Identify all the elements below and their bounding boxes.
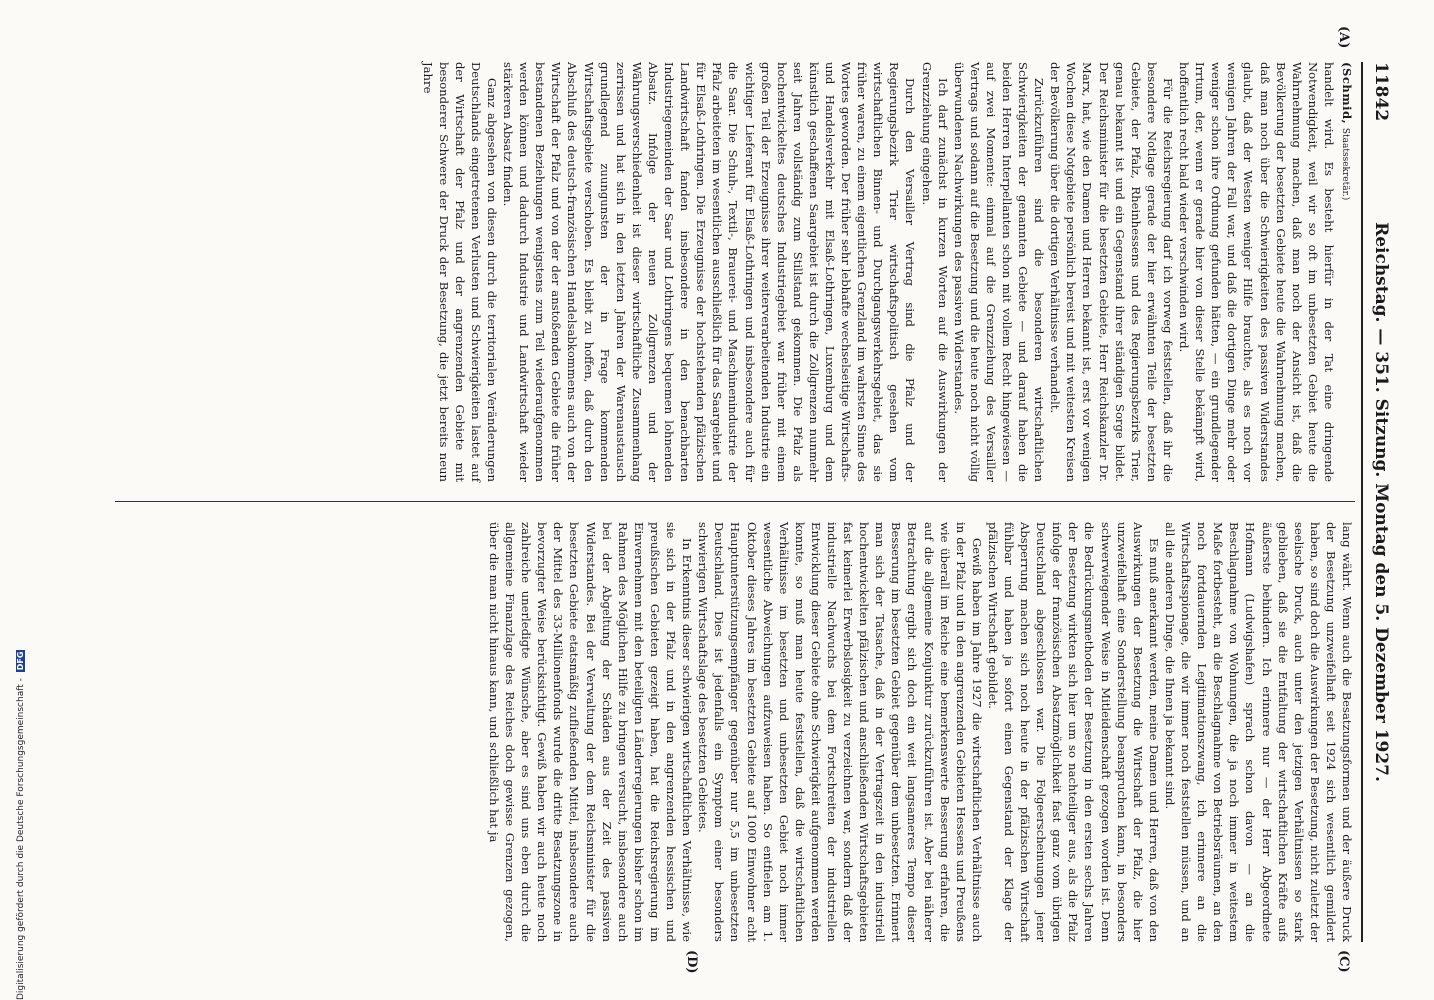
digitization-credit <box>16 10 32 1000</box>
paragraph: Für die Reichsregierung darf ich vorweg feststellen, daß ihr die besondere Notlage gerade der hier erwähnten Teile der besetzten Gebiete, der Pfalz, Rheinhessens und des Regierungsbezirks Trier, genau bekannt ist und ein Gegenstand ihrer ständigen Sorge bildet. Der Reichsminister für die besetzten Gebiete, Herr Reichskanzler Dr. Marx, hat, wie den Damen und Herren bekannt ist, erst vor wenigen Wochen diese Notgebiete persönlich bereist und mit weitesten Kreisen der Bevölkerung über die dortigen Verhältnisse verhandelt. <box>1048 62 1175 482</box>
left-column <box>420 62 1355 482</box>
speaker-name: (Schmid, <box>1340 62 1354 125</box>
paragraph: In Erkenntnis dieser schwierigen wirtschaftlichen Verhältnisse, wie sie sich in der Pfalz und in den angrenzenden hessischen und preußischen Gebieten gezeigt haben, hat die Reichsregierung im Einvernehmen mit den beteiligten Länderregierungen bisher schon im Rahmen des Möglichen Hilfe zu bringen versucht, insbesondere auch bei der Abgeltung der Schäden aus der Zeit des passiven Widerstandes. Bei der Verwaltung der dem Reichsminister für die besetzten Gebiete etatsmäßig zufließenden Mittel, insbesondere auch der Mittel des 33-Millionenfonds wurde die dritte Besatzungszone in bevorzugter Weise berücksichtigt. Gewiß haben wir auch heute noch zahlreiche unerledigte Wünsche, aber es sind uns eben durch die allgemeine Finanzlage des Reiches doch gewisse Grenzen gezogen, über die man nicht hinaus kann, und schließlich hat ja <box>487 522 695 942</box>
margin-mark-d: (D) <box>684 950 699 974</box>
margin-mark-c: (C) <box>1336 950 1351 973</box>
right-column <box>486 522 1355 942</box>
header-rule <box>1361 62 1363 942</box>
rotated-page-content <box>105 26 1395 974</box>
margin-mark-a: (A) <box>1336 26 1351 49</box>
speaker-line <box>1337 62 1355 482</box>
paragraph: handelt wird. Es besteht hierfür in der Tat eine dringende Notwendigkeit, weil wir so oft im unbesetzten Gebiet heute die Wahrnehmung machen, daß man noch der Ansicht ist, daß die Bevölkerung der besetzten Gebiete heute die Wahrnehmung machen, daß man noch über die Schwierigkeiten des passiven Widerstandes glaubt, daß der Westen weniger Hilfe brauchte, als es noch vor wenigen Jahren der Fall war, und daß die dortigen Dinge mehr oder weniger schon ihre Ordnung gefunden hätten, — ein grundlegender Irrtum, der, wenn er gerade hier von dieser Stelle bekämpft wird, hoffentlich recht bald wieder verschwinden wird. <box>1177 62 1336 482</box>
paragraph: Es muß anerkannt werden, meine Damen und Herren, daß von den Auswirkungen der Besetzung die Wirtschaft der Pfalz, die hier unzweifelhaft eine Sonderstellung beanspruchen kann, in besonders schwerwiegender Weise in Mitleidenschaft gezogen worden ist. Denn die Bedrückungsmethoden der Besetzung in den ersten sechs Jahren der Besetzung wirkten sich hier um so nachteiliger aus, als die Pfalz infolge der französischen Absatzmöglichkeit fast ganz vom übrigen Deutschland abgeschlossen war. Die Folgeerscheinungen jener Absperrung machen sich noch heute in der pfälzischen Wirtschaft fühlbar und haben ja sofort einen Gegenstand der Klage der pfälzischen Wirtschaft gebildet. <box>985 522 1161 942</box>
credit-text: Digitalisierung gefördert durch die Deutsche Forschungsgemeinschaft - <box>16 678 26 1000</box>
paragraph: Gewiß haben im Jahre 1927 die wirtschaftlichen Verhältnisse auch in der Pfalz und in den angrenzenden Gebieten Hessens und Preußens wie überall im Reiche eine bemerkenswerte Besserung erfahren, die auf die allgemeine Konjunktur zurückzuführen ist. Aber bei näherer Betrachtung ergibt sich doch ein weit langsameres Tempo dieser Besserung im besetzten Gebiet gegenüber dem unbesetzten. Erinnert man sich der Tatsache, daß in der Vertragszeit in den industriell hochentwickelten pfälzischen und anschließenden Wirtschaftsgebieten fast keinerlei Erwerbslosigkeit zu verzeichnen war, sondern daß der industrielle Nachwuchs bei dem Fortschreiten der industriellen Entwicklung dieser Gebiete ohne Schwierigkeit aufgenommen werden konnte, so muß man heute feststellen, daß die wirtschaftlichen Verhältnisse im besetzten und unbesetzten Gebiet noch immer wesentliche Abweichungen aufzuweisen haben. So entfielen am 1. Oktober dieses Jahres im besetzten Gebiete auf 1000 Einwohner acht Hauptunterstützungsempfänger gegenüber nur 5,5 im unbesetzten Deutschland. Dies ist jedenfalls ein Symptom einer besonders schwierigen Wirtschaftslage des besetzten Gebietes. <box>696 522 984 942</box>
paragraph: Zurückzuführen sind die besonderen wirtschaftlichen Schwierigkeiten der genannten Gebiete — und darauf haben die beiden Herren Interpellanten schon mit vollem Recht hingewiesen — auf zwei Momente: einmal auf die Grenzziehung des Versailler Vertrags und sodann auf die Besetzung und die heute noch nicht völlig überwundenen Nachwirkungen des passiven Widerstandes. <box>951 62 1047 482</box>
paragraph: Ich darf zunächst in kurzen Worten auf die Auswirkungen der Grenzziehung eingehen. <box>919 62 950 482</box>
running-title: Reichstag. — 351. Sitzung. Montag den 5. Dezember 1927. <box>1371 222 1391 782</box>
paragraph: Durch den Versailler Vertrag sind die Pfalz und der Regierungsbezirk Trier wirtschaftspolitisch gesehen vom wirtschaftlichen Binnen- und Durchgangsverkehrsgebiet, das sie früher waren, zu einem eigentlichen Grenzland im wahrsten Sinne des Wortes geworden. Der früher sehr lebhafte wechselseitige Wirtschafts- und Handelsverkehr mit Elsaß-Lothringen, Luxemburg und dem künstlich geschaffenen Saargebiet ist durch die Zollgrenzen nunmehr seit Jahren vollständig zum Stillstand gekommen. Die Pfalz als hochentwickeltes deutsches Industriegebiet war früher mit einem großen Teil der Erzeugnisse ihrer weiterverarbeitenden Industrie ein wichtiger Lieferant für Elsaß-Lothringen und insbesondere auch für die Saar. Die Schuh-, Textil-, Brauerei- und Maschinenindustrie der Pfalz arbeiteten im wesentlichen ausschließlich für das Saargebiet und für Elsaß-Lothringen. Die Erzeugnisse der hochstehenden pfälzischen Landwirtschaft fanden insbesondere in den benachbarten Industriegemeinden der Saar und Lothringens bequemen lohnenden Absatz. Infolge der neuen Zollgrenzen und der Währungsverschiedenheit ist dieser wirtschaftliche Zusammenhang zerrissen und hat sich in den letzten Jahren der Warenaustausch grundlegend zuungunsten der in Frage kommenden Wirtschaftsgebiete verschoben. Es bleibt zu hoffen, daß durch den Abschluß des deutsch-französischen Handelsabkommens auch von der Wirtschaft der Pfalz und von der der anstoßenden Gebiete die früher bestandenen Beziehungen wenigstens zum Teil wiederaufgenommen werden können und dadurch Industrie und Landwirtschaft wieder stärkeren Absatz finden. <box>501 62 918 482</box>
page-number: 11842 <box>1371 62 1391 122</box>
dfg-logo: DFG <box>16 651 25 671</box>
paragraph: Ganz abgesehen von diesen durch die territorialen Veränderungen Deutschlands eingetretenen Verlusten und Schwierigkeiten lastet auf der Wirtschaft der Pfalz und der angrenzenden Gebiete mit besonderer Schwere der Druck der Besetzung, die jetzt bereits neun Jahre <box>420 62 500 482</box>
page-header <box>1365 62 1395 942</box>
column-divider <box>115 501 1355 502</box>
paragraph: lang währt. Wenn auch die Besatzungsformen und der äußere Druck der Besetzung unzweifelhaft seit 1924 sich wesentlich gemildert haben, so sind doch die Auswirkungen der Besetzung, nicht zuletzt der seelische Druck, auch unter den jetzigen Verhältnissen so stark geblieben, daß sie die Entfaltung der wirtschaftlichen Kräfte aufs äußerste behindern. Ich erinnere nur — der Herr Abgeordnete Hofmann (Ludwigshafen) sprach schon davon — an die Beschlagnahme von Wohnungen, die ja noch immer in weitestem Maße fortbesteht, an die Beschlagnahme von Betriebsräumen, an den noch fortdauernden Legitimationszwang, ich erinnere an die Wirtschaftsspionage, die wir immer noch feststellen müssen, und an all die anderen Dinge, die Ihnen ja bekannt sind. <box>1162 522 1354 942</box>
speaker-role: Staatssekretär.) <box>1340 127 1350 201</box>
